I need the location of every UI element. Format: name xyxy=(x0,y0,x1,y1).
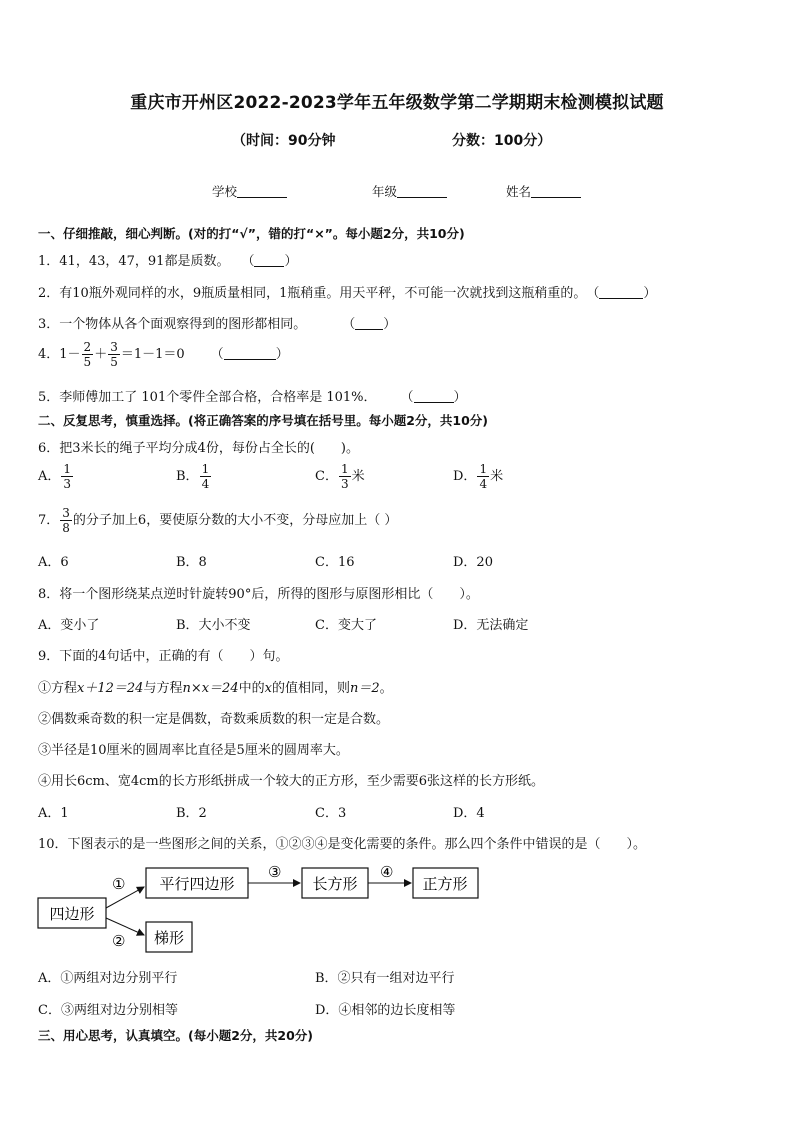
answer-paren-2[interactable]: （ ） xyxy=(586,286,657,301)
shape-relation-diagram xyxy=(0,855,520,955)
fraction-3-8 xyxy=(60,506,72,535)
q6-option-a[interactable] xyxy=(38,462,74,491)
q10-option-b[interactable]: B．②只有一组对边平行 xyxy=(315,971,455,986)
question-7-stem xyxy=(38,506,397,535)
grade-blank[interactable] xyxy=(397,185,447,198)
statement-text: 与方程 xyxy=(143,681,183,696)
question-3-text: 3．一个物体从各个面观察得到的图形都相同。 xyxy=(38,317,307,332)
q7-option-a[interactable]: A．6 xyxy=(38,555,69,570)
q7-option-b[interactable]: B．8 xyxy=(176,555,207,570)
fraction-denominator: 4 xyxy=(201,477,210,491)
condition-4-label: ④ xyxy=(380,863,394,881)
fraction-denominator: 5 xyxy=(110,355,118,369)
q8-option-a[interactable]: A．变小了 xyxy=(38,618,100,633)
answer-paren-3[interactable]: （ ） xyxy=(342,317,397,332)
question-5-text: 5．李师傅加工了 101个零件全部合格，合格率是 101%． xyxy=(38,390,377,405)
option-letter: B． xyxy=(176,469,199,484)
fraction-denominator: 3 xyxy=(63,477,72,491)
exam-score: 分数：100分） xyxy=(452,133,552,149)
q9-option-a[interactable]: A．1 xyxy=(38,806,69,821)
q7-option-d[interactable]: D．20 xyxy=(453,555,493,570)
option-fraction xyxy=(61,462,73,491)
name-field[interactable] xyxy=(506,182,581,200)
option-letter: A． xyxy=(38,469,61,484)
option-fraction xyxy=(200,462,212,491)
label-rectangle: 长方形 xyxy=(312,875,358,893)
name-label: 姓名 xyxy=(506,184,532,199)
question-2-text: 2．有10瓶外观同样的水，9瓶质量相同，1瓶稍重。用天平秤，不可能一次就找到这瓶稍重的。 xyxy=(38,286,587,301)
q9-option-c[interactable]: C．3 xyxy=(315,806,347,821)
fraction-numerator: 1 xyxy=(340,462,349,476)
q9-option-b[interactable]: B．2 xyxy=(176,806,207,821)
equation: n×x＝24 xyxy=(182,681,239,696)
option-letter: C． xyxy=(315,469,338,484)
answer-paren-1[interactable]: （ ） xyxy=(241,254,298,269)
section1-heading: 一、仔细推敲，细心判断。(对的打“√”，错的打“×”。每小题2分，共10分) xyxy=(38,226,465,241)
question-3 xyxy=(38,313,396,332)
question-7-text: 的分子加上6，要使原分数的大小不变，分母应加上（ ） xyxy=(72,513,398,528)
question-4-prefix: 4．1－ xyxy=(38,347,81,362)
plus-sign: ＋ xyxy=(94,347,108,362)
box-rectangle xyxy=(302,868,368,898)
fraction-numerator: 1 xyxy=(479,462,488,476)
fraction-numerator: 1 xyxy=(201,462,210,476)
fraction-3-5 xyxy=(108,340,120,369)
box-trapezoid xyxy=(146,922,192,952)
label-quadrilateral: 四边形 xyxy=(49,905,95,923)
q8-option-c[interactable]: C．变大了 xyxy=(315,618,377,633)
fraction-denominator: 5 xyxy=(83,355,92,369)
statement-text: 。 xyxy=(379,681,393,696)
label-parallelogram: 平行四边形 xyxy=(159,875,235,893)
q10-option-d[interactable]: D．④相邻的边长度相等 xyxy=(315,1003,456,1018)
q10-option-a[interactable]: A．①两组对边分别平行 xyxy=(38,971,178,986)
statement-text: 中的 xyxy=(238,681,265,696)
fraction-denominator: 4 xyxy=(479,477,488,491)
q9-statement-2: ②偶数乘奇数的积一定是偶数，奇数乘质数的积一定是合数。 xyxy=(38,712,390,727)
section3-heading: 三、用心思考，认真填空。(每小题2分，共20分) xyxy=(38,1028,314,1043)
box-parallelogram xyxy=(146,868,248,898)
equation: n＝2 xyxy=(349,681,380,696)
fraction-denominator: 3 xyxy=(340,477,349,491)
label-square: 正方形 xyxy=(422,875,468,893)
option-fraction xyxy=(477,462,489,491)
condition-2-label: ② xyxy=(112,932,126,950)
school-field[interactable] xyxy=(212,182,287,200)
option-unit: 米 xyxy=(490,469,504,484)
q9-statement-4: ④用长6cm、宽4cm的长方形纸拼成一个较大的正方形，至少需要6张这样的长方形纸。 xyxy=(38,774,545,789)
question-5 xyxy=(38,386,467,405)
condition-3-label: ③ xyxy=(268,863,282,881)
q9-option-d[interactable]: D．4 xyxy=(453,806,485,821)
fraction-numerator: 3 xyxy=(110,340,118,354)
exam-time: （时间：90分钟 xyxy=(232,133,336,149)
grade-label: 年级 xyxy=(372,184,398,199)
equation: x＋12＝24 xyxy=(77,681,144,696)
statement-text: ①方程 xyxy=(38,681,78,696)
grade-field[interactable] xyxy=(372,182,447,200)
q6-option-d[interactable] xyxy=(453,462,503,491)
question-4 xyxy=(38,340,289,369)
q10-option-c[interactable]: C．③两组对边分别相等 xyxy=(38,1003,178,1018)
option-letter: D． xyxy=(453,469,477,484)
fraction-numerator: 1 xyxy=(63,462,72,476)
label-trapezoid: 梯形 xyxy=(153,929,185,947)
q8-option-b[interactable]: B．大小不变 xyxy=(176,618,251,633)
q7-option-c[interactable]: C．16 xyxy=(315,555,355,570)
question-6-stem: 6．把3米长的绳子平均分成4份，每份占全长的( )。 xyxy=(38,441,359,456)
question-2 xyxy=(38,282,656,301)
q9-statement-3: ③半径是10厘米的圆周率比直径是5厘米的圆周率大。 xyxy=(38,743,349,758)
school-label: 学校 xyxy=(212,184,238,199)
q6-option-b[interactable] xyxy=(176,462,212,491)
question-4-rest: ＝1－1＝0 xyxy=(120,347,185,362)
fraction-2-5 xyxy=(82,340,94,369)
exam-title: 重庆市开州区2022-2023学年五年级数学第二学期期末检测模拟试题 xyxy=(130,93,664,113)
question-1 xyxy=(38,250,297,269)
name-blank[interactable] xyxy=(531,185,581,198)
box-quadrilateral xyxy=(38,898,106,928)
q9-statement-1 xyxy=(38,677,393,696)
answer-paren-5[interactable]: （ ） xyxy=(400,390,467,405)
answer-paren-4[interactable]: （ ） xyxy=(210,347,289,362)
fraction-numerator: 2 xyxy=(83,340,92,354)
fraction-numerator: 3 xyxy=(62,506,70,520)
question-9-stem: 9．下面的4句话中，正确的有（ ）句。 xyxy=(38,649,289,664)
variable: x xyxy=(264,681,272,696)
question-7-number: 7． xyxy=(38,513,60,528)
condition-1-label: ① xyxy=(112,875,126,893)
option-unit: 米 xyxy=(351,469,365,484)
fraction-denominator: 8 xyxy=(62,521,70,535)
box-square xyxy=(413,868,478,898)
section2-heading: 二、反复思考，慎重选择。(将正确答案的序号填在括号里。每小题2分，共10分) xyxy=(38,413,489,428)
q6-option-c[interactable] xyxy=(315,462,365,491)
option-fraction xyxy=(339,462,351,491)
school-blank[interactable] xyxy=(237,185,287,198)
question-8-stem: 8．将一个图形绕某点逆时针旋转90°后，所得的图形与原图形相比（ ）。 xyxy=(38,587,479,602)
statement-text: 的值相同，则 xyxy=(271,681,350,696)
question-1-text: 1．41，43，47，91都是质数。 xyxy=(38,254,230,269)
q8-option-d[interactable]: D．无法确定 xyxy=(453,618,529,633)
question-10-stem: 10．下图表示的是一些图形之间的关系，①②③④是变化需要的条件。那么四个条件中错误的是（ ）。 xyxy=(38,837,647,852)
